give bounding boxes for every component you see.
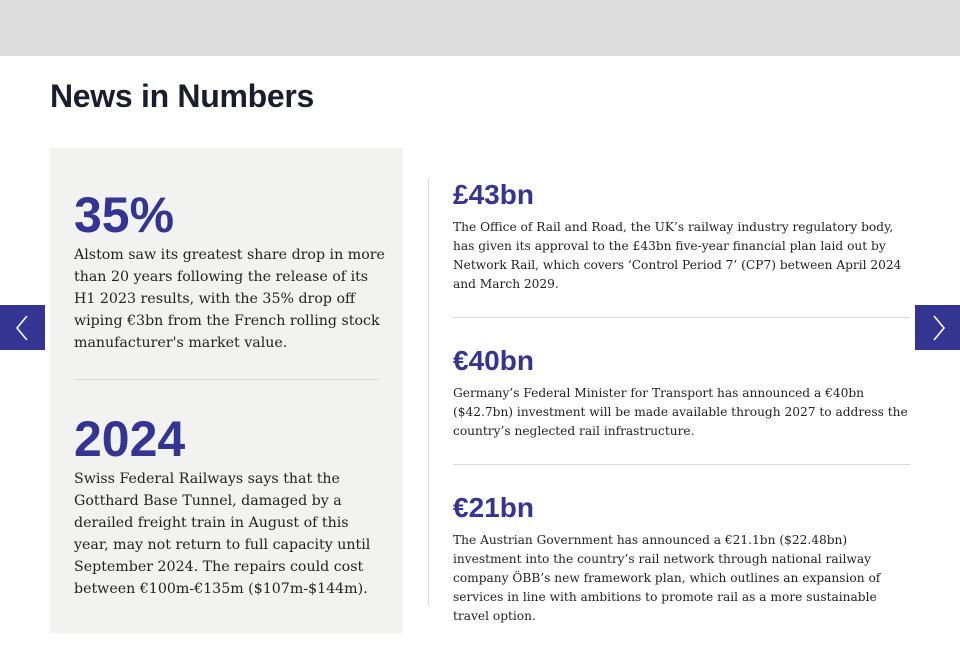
next-button[interactable]: [915, 305, 960, 350]
stat-description: Swiss Federal Railways says that the Gotthard Base Tunnel, damaged by a derailed freight train in August of this year, may not return to full capacity until September 2024. The repairs could cost between €100m-€135m ($107m-$144m).: [74, 471, 371, 597]
divider: [453, 464, 910, 465]
stat-value: 35%: [74, 187, 175, 243]
stat-description: Germany’s Federal Minister for Transport has announced a €40bn ($42.7bn) investment will be made available through 2027 to address the country’s neglected rail infrastructure.: [453, 386, 908, 438]
stat-description: The Office of Rail and Road, the UK’s railway industry regulatory body, has given its approval to the £43bn five-year financial plan laid out by Network Rail, which covers ‘Control Period 7’ (CP7) between April 2024 and March 2029.: [453, 220, 902, 291]
divider: [453, 317, 910, 318]
stat-value: £43bn: [453, 179, 534, 210]
stat-item: [453, 347, 910, 441]
featured-stats-card: [50, 148, 403, 633]
page-title: News in Numbers: [50, 78, 315, 114]
stat-value: €40bn: [453, 345, 534, 376]
stat-description: Alstom saw its greatest share drop in more than 20 years following the release of its H1 2023 results, with the 35% drop off wiping €3bn from the French rolling stock manufacturer's market value.: [74, 247, 385, 351]
top-bar: [0, 0, 960, 56]
stat-value: 2024: [74, 411, 186, 467]
column-divider: [428, 178, 429, 606]
stat-item: [453, 494, 910, 626]
chevron-right-icon: [927, 313, 949, 343]
divider: [74, 379, 379, 380]
stat-value: €21bn: [453, 492, 534, 523]
stat-item: [453, 181, 910, 294]
stat-description: The Austrian Government has announced a €21.1bn ($22.48bn) investment into the country’s rail network through national railway company ÖBB’s new framework plan, which outlines an expansion of services in line with ambitions to promote rail as a more sustainable travel option.: [453, 533, 881, 623]
chevron-left-icon: [12, 313, 34, 343]
previous-button[interactable]: [0, 305, 45, 350]
